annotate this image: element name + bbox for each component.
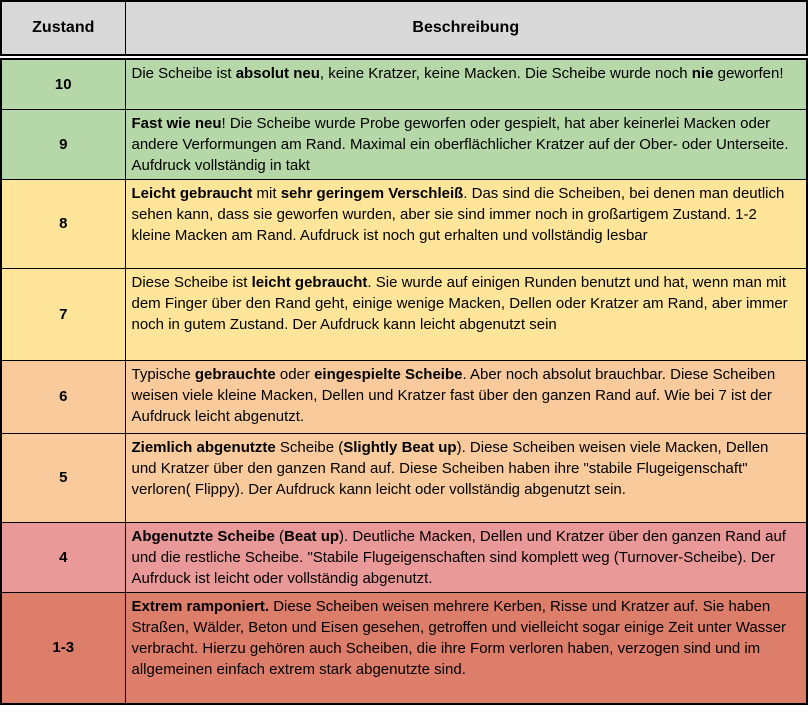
description-bold-text: sehr geringem Verschleiß [280,184,464,202]
description-bold-text: absolut neu [235,65,320,82]
condition-description [125,592,807,704]
table-row [1,360,807,433]
description-text: . Sie wurde auf einigen Runden benutzt und hat, wenn man mit dem Finger über den Rand geht, einige wenige Macken, Dellen oder Kratzer am Rand, aber immer noch in gutem Zustand. Der Aufdruck kann leicht abgenutzt sein [131,273,788,333]
condition-description [125,433,807,522]
description-text: oder [275,365,315,383]
table-row [1,179,807,268]
column-header-zustand: Zustand [1,1,125,55]
condition-rating: 6 [1,360,125,433]
description-bold-text: Slightly Beat up [343,438,457,456]
description-text: mit [252,184,281,202]
condition-description [125,109,807,179]
condition-rating: 1-3 [1,592,125,704]
condition-table-header [0,0,808,56]
description-bold-text: Leicht gebraucht [131,184,253,202]
description-text: ( [274,527,285,545]
description-text: Typische [131,365,195,383]
description-text: ! Die Scheibe wurde Probe geworfen oder gespielt, hat aber keinerlei Macken oder andere Verformungen am Rand. Maximal ein oberflächlicher Kratzer auf der Ober- oder Unterseite. Aufdruck vollständig in takt [131,114,789,174]
table-row [1,109,807,179]
table-row [1,59,807,109]
condition-rating: 10 [1,59,125,109]
description-text: . Aber noch absolut brauchbar. Diese Scheiben weisen viele kleine Macken, Dellen und Kratzer fast über den ganzen Rand auf. Wie bei 7 ist der Aufdruck leicht abgenutzt. [131,365,776,425]
table-row [1,522,807,592]
description-text: geworfen! [713,65,784,82]
header-row [1,1,807,55]
condition-table-body [1,59,807,704]
condition-description [125,179,807,268]
condition-rating: 7 [1,268,125,360]
description-text: , keine Kratzer, keine Macken. Die Scheibe wurde noch [319,65,692,82]
column-header-beschreibung: Beschreibung [125,1,807,55]
description-text: Diese Scheiben weisen mehrere Kerben, Risse und Kratzer auf. Sie haben Straßen, Wälder, Beton und Eisen gesehen, getroffen und vielleicht sogar einige Zeit unter Wasser verbracht. Hierzu gehören auch Scheiben, die ihre Form verloren haben, verzogen sind und im allgemeinen einfach extrem stark abgenutzte sind. [131,597,787,678]
description-text: . Das sind die Scheiben, bei denen man deutlich sehen kann, dass sie geworfen wurden, aber sie sind immer noch in großartigem Zustand. 1-2 kleine Macken am Rand. Aufdruck ist noch gut erhalten und vollständig lesbar [131,184,785,244]
description-bold-text: eingespielte Scheibe [314,365,463,383]
condition-rating: 4 [1,522,125,592]
description-bold-text: Ziemlich abgenutzte [131,438,276,456]
table-row [1,268,807,360]
condition-table [0,58,808,705]
condition-description [125,268,807,360]
description-text: Die Scheibe ist [131,65,236,82]
description-bold-text: Fast wie neu [131,114,222,132]
description-bold-text: nie [691,65,714,82]
description-bold-text: Beat up [284,527,340,545]
description-text: Diese Scheibe ist [131,273,252,291]
condition-description [125,59,807,109]
description-bold-text: gebrauchte [194,365,276,383]
description-text: ). Deutliche Macken, Dellen und Kratzer über den ganzen Rand auf und die restliche Scheibe. "Stabile Flugeigenschaften sind komplett weg (Turnover-Scheibe). Der Aufrduck ist leicht oder vollständig abgenutzt. [131,527,786,587]
table-row [1,433,807,522]
description-text: ). Diese Scheiben weisen viele Macken, Dellen und Kratzer über den ganzen Rand auf. Diese Scheiben haben ihre "stabile Flugeigenschaft" verloren( Flippy). Der Aufdruck kann leicht oder vollständig abgenutzt sein. [131,438,769,498]
condition-rating: 5 [1,433,125,522]
condition-rating: 9 [1,109,125,179]
condition-rating: 8 [1,179,125,268]
description-bold-text: Abgenutzte Scheibe [131,527,275,545]
description-bold-text: Extrem ramponiert. [131,597,270,615]
table-row [1,592,807,704]
description-text: Scheibe ( [275,438,344,456]
condition-description [125,360,807,433]
description-bold-text: leicht gebraucht [251,273,368,291]
condition-description [125,522,807,592]
